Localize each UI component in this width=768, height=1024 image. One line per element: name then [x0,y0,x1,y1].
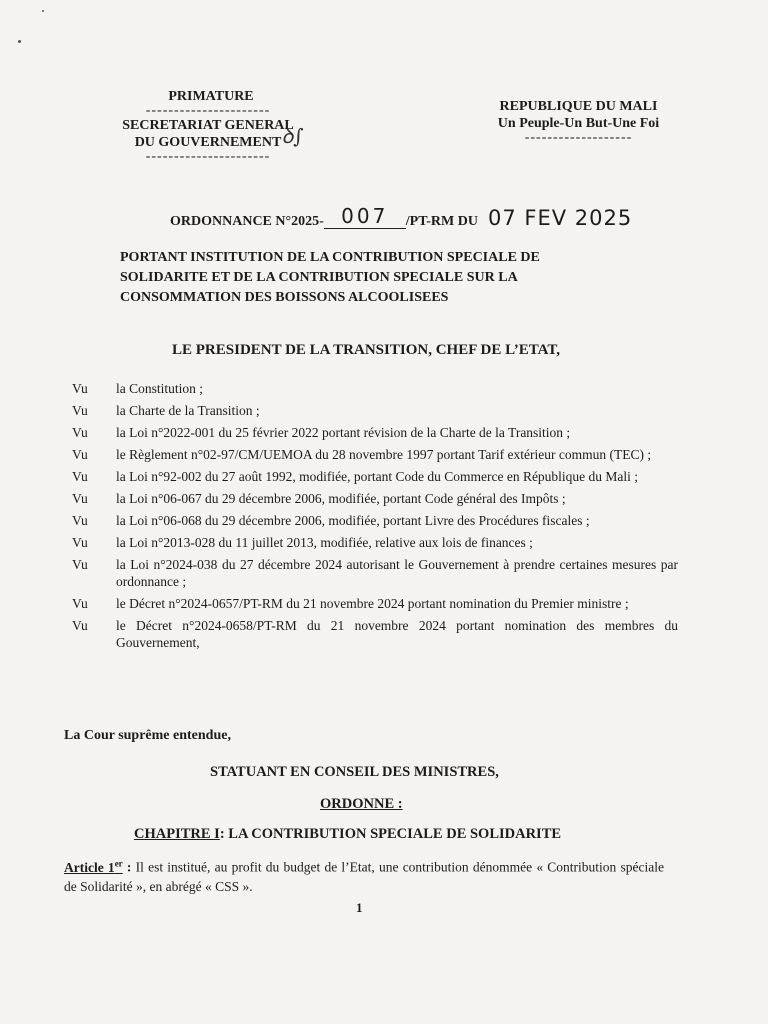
visa-item [66,468,678,485]
article-text: Il est institué, au profit du budget de l’Etat, une contribution dénommée « Contribution spéciale de Solidarité », en abrégé « CSS ». [64,859,664,894]
visa-text: la Charte de la Transition ; [116,403,260,418]
subject-line: CONSOMMATION DES BOISSONS ALCOOLISEES [120,290,449,305]
visas-list [66,380,678,656]
header-right-dash: ------------------- [524,130,633,145]
chapter-label: CHAPITRE I [134,826,220,842]
visa-vu-label: Vu [72,535,88,550]
subject-line: PORTANT INSTITUTION DE LA CONTRIBUTION SPECIALE DE [120,250,540,265]
statuant-heading: STATUANT EN CONSEIL DES MINISTRES, [210,764,499,780]
visa-text: la Loi n°06-067 du 29 décembre 2006, modifiée, portant Code général des Impôts ; [116,491,566,506]
scan-speck [42,10,44,12]
visa-vu-label: Vu [72,403,88,418]
cour-supreme-line: La Cour suprême entendue, [64,728,231,743]
ordonnance-number-stamp: 007 [324,204,406,229]
visa-item [66,490,678,507]
visa-item [66,424,678,441]
scan-speck [18,40,21,43]
page-number: 1 [356,900,363,915]
visa-text: le Décret n°2024-0657/PT-RM du 21 novembre 2024 portant nomination du Premier ministre ; [116,596,629,611]
visa-item [66,534,678,551]
ordonnance-line [170,206,650,231]
visa-item [66,512,678,529]
ordonnance-suffix: /PT-RM DU [405,214,478,229]
visa-text: la Loi n°2013-028 du 11 juillet 2013, modifiée, relative aux lois de finances ; [116,535,533,550]
visa-item [66,617,678,651]
article-label: Article 1er [64,858,123,875]
visa-text: la Loi n°2022-001 du 25 février 2022 portant révision de la Charte de la Transition ; [116,425,571,440]
visa-text: la Constitution ; [116,381,204,396]
chapter-heading [134,826,561,843]
handwritten-initials-mark: ꝺ∫ [281,124,304,148]
ordonne-heading: ORDONNE : [320,796,403,812]
article-1 [64,854,664,896]
header-left [108,88,308,163]
president-heading: LE PRESIDENT DE LA TRANSITION, CHEF DE L’ETAT, [172,342,561,358]
visa-vu-label: Vu [72,513,88,528]
header-left-dash-1: ---------------------- [145,103,271,118]
visa-text: le Règlement n°02-97/CM/UEMOA du 28 novembre 1997 portant Tarif extérieur commun (TEC) ; [116,447,652,462]
ordonnance-date-stamp: 07 FEV 2025 [487,206,633,230]
chapter-title: : LA CONTRIBUTION SPECIALE DE SOLIDARITE [219,826,562,842]
header-left-dash-2: ---------------------- [145,149,271,164]
article-colon: : [122,859,132,875]
subject-line: SOLIDARITE ET DE LA CONTRIBUTION SPECIALE SUR LA [120,270,518,285]
ordonnance-prefix: ORDONNANCE N°2025- [170,214,324,229]
visa-text: la Loi n°2024-038 du 27 décembre 2024 autorisant le Gouvernement à prendre certaines mesures par ordonnance ; [116,557,678,589]
header-gouvernement: DU GOUVERNEMENT [134,135,282,150]
visa-vu-label: Vu [72,447,88,462]
visa-vu-label: Vu [72,491,88,506]
visa-item [66,446,678,463]
header-motto: Un Peuple-Un But-Une Foi [497,116,660,131]
visa-text: la Loi n°06-068 du 29 décembre 2006, modifiée, portant Livre des Procédures fiscales ; [116,513,590,528]
visa-vu-label: Vu [72,618,88,633]
header-primature: PRIMATURE [168,89,254,104]
visa-text: la Loi n°92-002 du 27 août 1992, modifiée, portant Code du Commerce en République du Mali ; [116,469,639,484]
header-republique: REPUBLIQUE DU MALI [499,99,658,114]
visa-item [66,595,678,612]
visa-text: le Décret n°2024-0658/PT-RM du 21 novembre 2024 portant nomination des membres du Gouvernement, [116,618,678,650]
visa-vu-label: Vu [72,425,88,440]
visa-vu-label: Vu [72,469,88,484]
visa-item [66,380,678,397]
header-right [486,98,671,144]
visa-vu-label: Vu [72,557,88,572]
visa-vu-label: Vu [72,596,88,611]
header-secretariat: SECRETARIAT GENERAL [122,118,294,133]
visa-vu-label: Vu [72,381,88,396]
ordonnance-subject [120,248,600,308]
visa-item [66,402,678,419]
visa-item [66,556,678,590]
